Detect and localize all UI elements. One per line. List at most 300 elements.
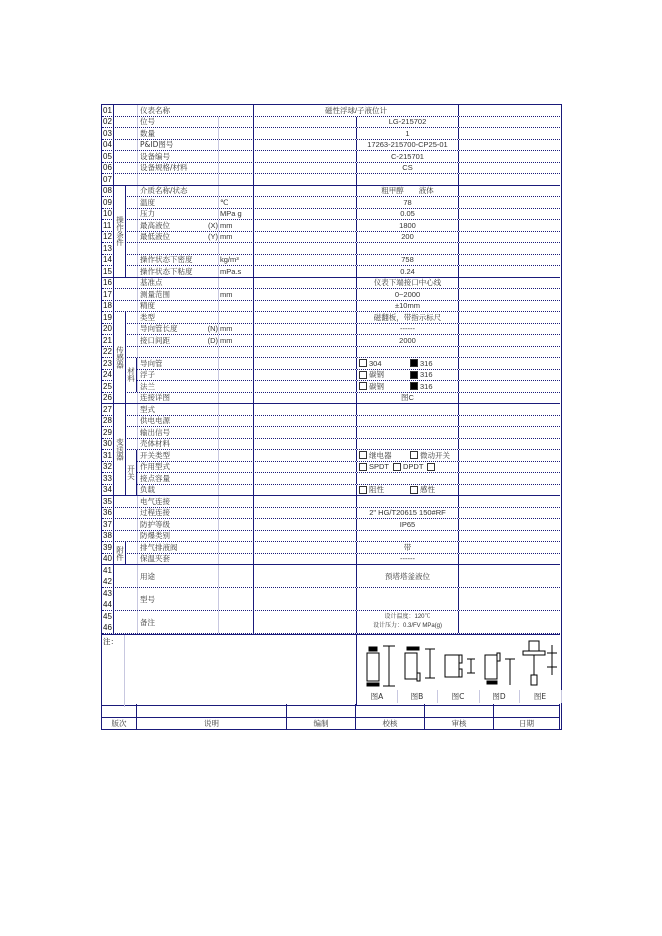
field-value[interactable] (356, 588, 459, 610)
field-label: 法兰 (137, 381, 218, 392)
field-value[interactable]: 2000 (356, 335, 459, 346)
checkbox-label: 继电器 (369, 450, 392, 460)
revision-header-cell: 说明 (137, 717, 287, 730)
field-unit (218, 186, 253, 197)
checkbox[interactable] (359, 382, 367, 390)
section-label-material: 材料 (126, 358, 137, 392)
field-unit: MPa g (218, 209, 253, 220)
field-label: 接点容量 (137, 473, 218, 484)
field-label: 排气排液阀 (137, 542, 218, 553)
field-symbol: (Y) (208, 232, 218, 242)
row-number: 41 42 (102, 565, 114, 587)
section-label-switch: 开关 (126, 450, 137, 495)
row-number: 40 (102, 554, 114, 565)
datasheet-row (102, 255, 560, 267)
figure-label: 图B (397, 690, 438, 703)
datasheet-row (102, 393, 560, 405)
row-number: 22 (102, 347, 114, 358)
field-blank (253, 128, 356, 139)
row-number: 34 (102, 485, 114, 496)
revision-header-cell: 审核 (425, 717, 494, 730)
field-label: 过程连接 (137, 508, 218, 519)
checkbox[interactable] (393, 463, 401, 471)
field-unit: mPa.s (218, 266, 253, 277)
figure-label: 图A (357, 690, 398, 703)
field-unit: ℃ (218, 197, 253, 208)
datasheet-row (102, 232, 560, 244)
row-number: 45 46 (102, 611, 114, 633)
field-blank (253, 289, 356, 300)
datasheet-row (102, 404, 560, 416)
field-blank (253, 347, 356, 358)
field-label: 备注 (137, 611, 218, 633)
datasheet-row (102, 243, 560, 255)
field-blank (253, 404, 356, 415)
field-blank (253, 393, 356, 404)
checkbox[interactable] (359, 486, 367, 494)
field-value[interactable]: 预塔塔釜液位 (356, 565, 459, 587)
row-number: 03 (102, 128, 114, 139)
field-blank (253, 197, 356, 208)
datasheet-row (102, 462, 560, 474)
field-blank (253, 301, 356, 312)
figure-label: 图E (519, 690, 562, 703)
revision-header-cell: 编制 (287, 717, 356, 730)
notes-label: 注： (102, 635, 125, 707)
field-unit (218, 485, 253, 496)
field-value[interactable]: 图C (356, 393, 459, 404)
field-unit (218, 565, 253, 587)
datasheet-row (102, 324, 560, 336)
datasheet-row (102, 508, 560, 520)
field-value[interactable]: ------ (356, 324, 459, 335)
field-blank (253, 209, 356, 220)
field-label: 最低液位 (137, 232, 218, 243)
field-label: 仪表名称 (137, 105, 218, 116)
row-number: 14 (102, 255, 114, 266)
field-label: 精度 (137, 301, 218, 312)
field-blank (253, 151, 356, 162)
datasheet-row (102, 347, 560, 359)
checkbox-label: 感性 (420, 485, 435, 495)
row-number: 35 (102, 496, 114, 507)
field-label: 用途 (137, 565, 218, 587)
field-unit: mm (218, 289, 253, 300)
datasheet-row (102, 554, 560, 566)
checkbox-label: 碳钢 (369, 381, 384, 391)
field-blank (253, 508, 356, 519)
row-number: 02 (102, 117, 114, 128)
revision-row-blank (102, 704, 560, 718)
field-value[interactable]: 1800 (356, 220, 459, 231)
field-unit (218, 163, 253, 174)
field-label: 保温夹套 (137, 554, 218, 565)
datasheet-row (102, 117, 560, 129)
field-label: 数量 (137, 128, 218, 139)
field-value[interactable]: 仪表下端接口中心线 (356, 278, 459, 289)
field-value[interactable] (356, 416, 459, 427)
datasheet-row (102, 151, 560, 163)
field-label: 导向管 (137, 358, 218, 369)
row-number: 10 (102, 209, 114, 220)
field-unit (218, 496, 253, 507)
field-unit (218, 358, 253, 369)
checkbox[interactable] (427, 463, 435, 471)
row-number: 20 (102, 324, 114, 335)
row-number: 37 (102, 519, 114, 530)
datasheet-row (102, 370, 560, 382)
checkbox-label: 微动开关 (420, 450, 450, 460)
field-label: 温度 (137, 197, 218, 208)
field-label (137, 174, 218, 185)
field-value[interactable]: IP65 (356, 519, 459, 530)
datasheet-row (102, 496, 560, 508)
field-blank (253, 163, 356, 174)
field-blank (253, 542, 356, 553)
field-blank (253, 266, 356, 277)
field-value[interactable]: 磁性浮球/子液位计 (253, 105, 459, 116)
field-unit (218, 473, 253, 484)
field-blank (253, 611, 356, 633)
checkbox-label: DPDT (403, 462, 424, 472)
field-unit (218, 347, 253, 358)
datasheet-row (102, 358, 560, 370)
field-unit: mm (218, 324, 253, 335)
field-blank (253, 496, 356, 507)
field-label: 设备规格/材料 (137, 163, 218, 174)
field-blank (253, 312, 356, 323)
field-unit (218, 462, 253, 473)
field-unit (218, 140, 253, 151)
checkbox[interactable] (410, 359, 418, 367)
field-unit: mm (218, 335, 253, 346)
field-unit (218, 416, 253, 427)
field-blank (253, 462, 356, 473)
field-unit (218, 508, 253, 519)
checkbox-label: 316 (420, 358, 433, 368)
field-unit (218, 404, 253, 415)
revision-cell[interactable] (102, 704, 137, 717)
datasheet-row (102, 312, 560, 324)
connection-diagrams (356, 635, 561, 705)
row-number: 21 (102, 335, 114, 346)
figure-label: 图D (479, 690, 520, 703)
field-value[interactable] (356, 404, 459, 415)
field-value[interactable]: 78 (356, 197, 459, 208)
field-blank (253, 554, 356, 565)
field-label: 供电电源 (137, 416, 218, 427)
field-blank (253, 370, 356, 381)
field-unit (218, 611, 253, 633)
field-unit (218, 554, 253, 565)
field-blank (253, 140, 356, 151)
field-label: 类型 (137, 312, 218, 323)
field-unit (218, 243, 253, 254)
datasheet-row (102, 611, 560, 634)
instrument-datasheet-table (101, 104, 562, 730)
field-unit (218, 393, 253, 404)
row-number: 27 (102, 404, 114, 415)
field-label: 操作状态下粘度 (137, 266, 218, 277)
datasheet-row (102, 278, 560, 290)
field-unit: mm (218, 220, 253, 231)
field-value[interactable]: 粗甲醇 液体 (356, 186, 459, 197)
field-value[interactable] (356, 174, 459, 185)
field-label: 作用型式 (137, 462, 218, 473)
row-number: 23 (102, 358, 114, 369)
section-label-transmitter: 变送器 (115, 404, 126, 495)
datasheet-row (102, 105, 560, 117)
connection-diagram-icon (357, 635, 561, 690)
field-blank (253, 473, 356, 484)
field-value[interactable]: 17263-215700-CP25-01 (356, 140, 459, 151)
field-value[interactable] (356, 496, 459, 507)
revision-header-cell: 版次 (102, 717, 137, 730)
field-unit (218, 588, 253, 610)
datasheet-row (102, 266, 560, 278)
row-number: 43 44 (102, 588, 114, 610)
field-unit (218, 381, 253, 392)
revision-header-row (102, 717, 560, 730)
revision-header-cell: 日期 (494, 717, 560, 730)
row-number: 08 (102, 186, 114, 197)
datasheet-row (102, 186, 560, 198)
datasheet-row (102, 519, 560, 531)
datasheet-row (102, 128, 560, 140)
field-blank (253, 278, 356, 289)
field-label (137, 347, 218, 358)
field-value[interactable]: C-215701 (356, 151, 459, 162)
checkbox[interactable] (359, 371, 367, 379)
field-blank (253, 232, 356, 243)
field-label: 设备编号 (137, 151, 218, 162)
row-number: 33 (102, 473, 114, 484)
datasheet-row (102, 485, 560, 497)
datasheet-row (102, 197, 560, 209)
field-label: 电气连接 (137, 496, 218, 507)
field-unit (218, 439, 253, 450)
field-value[interactable]: 2" HG/T20615 150#RF (356, 508, 459, 519)
datasheet-row (102, 416, 560, 428)
revision-cell[interactable] (425, 704, 494, 717)
checkbox-label: 碳钢 (369, 370, 384, 380)
row-number: 32 (102, 462, 114, 473)
field-label: 负载 (137, 485, 218, 496)
field-value[interactable]: 0~2000 (356, 289, 459, 300)
field-label: 压力 (137, 209, 218, 220)
field-value[interactable] (356, 347, 459, 358)
field-symbol: (X) (208, 220, 218, 230)
field-blank (253, 220, 356, 231)
row-number: 24 (102, 370, 114, 381)
checkbox[interactable] (410, 371, 418, 379)
datasheet-row (102, 335, 560, 347)
revision-cell[interactable] (494, 704, 560, 717)
field-blank (253, 519, 356, 530)
field-value[interactable]: 200 (356, 232, 459, 243)
field-symbol: (D) (207, 335, 218, 345)
field-value[interactable]: LG-215702 (356, 117, 459, 128)
row-number: 05 (102, 151, 114, 162)
revision-cell[interactable] (356, 704, 425, 717)
datasheet-row (102, 163, 560, 175)
section-label-operating: 操作条件 (115, 186, 126, 277)
datasheet-row (102, 209, 560, 221)
field-checkbox-group (356, 370, 459, 381)
row-number: 25 (102, 381, 114, 392)
field-checkbox-group (356, 450, 459, 461)
datasheet-row (102, 565, 560, 588)
field-label: 型号 (137, 588, 218, 610)
row-number: 29 (102, 427, 114, 438)
row-number: 19 (102, 312, 114, 323)
field-blank (253, 588, 356, 610)
field-unit (218, 301, 253, 312)
field-label: 介质名称/状态 (137, 186, 218, 197)
field-label: 开关类型 (137, 450, 218, 461)
row-number: 11 (102, 220, 114, 231)
field-blank (253, 335, 356, 346)
datasheet-row (102, 450, 560, 462)
field-value[interactable]: 磁翻板，带指示标尺 (356, 312, 459, 323)
checkbox[interactable] (410, 382, 418, 390)
datasheet-row (102, 531, 560, 543)
row-number: 36 (102, 508, 114, 519)
checkbox-label: 304 (369, 358, 382, 368)
field-value[interactable]: 0.24 (356, 266, 459, 277)
field-blank (253, 255, 356, 266)
datasheet-row (102, 427, 560, 439)
field-label: 型式 (137, 404, 218, 415)
row-number: 13 (102, 243, 114, 254)
field-label: 浮子 (137, 370, 218, 381)
field-unit: kg/m³ (218, 255, 253, 266)
field-value[interactable]: 1 (356, 128, 459, 139)
field-value[interactable]: CS (356, 163, 459, 174)
field-value[interactable]: ------ (356, 554, 459, 565)
field-blank (253, 450, 356, 461)
field-label: 最高液位 (137, 220, 218, 231)
field-label: 基准点 (137, 278, 218, 289)
row-number: 26 (102, 393, 114, 404)
field-unit (218, 519, 253, 530)
field-value[interactable]: 0.05 (356, 209, 459, 220)
revision-cell[interactable] (287, 704, 356, 717)
field-blank (253, 439, 356, 450)
row-number: 16 (102, 278, 114, 289)
checkbox[interactable] (359, 463, 367, 471)
checkbox-label: 316 (420, 381, 433, 391)
field-symbol: (N) (207, 324, 218, 334)
field-blank (253, 381, 356, 392)
row-number: 18 (102, 301, 114, 312)
field-label: P&ID图号 (137, 140, 218, 151)
row-number: 17 (102, 289, 114, 300)
field-blank (253, 174, 356, 185)
section-label-sensor: 传感器 (115, 312, 126, 403)
row-number: 12 (102, 232, 114, 243)
field-label: 接口间距 (137, 335, 218, 346)
field-value[interactable] (356, 531, 459, 542)
field-unit (218, 151, 253, 162)
field-value[interactable]: 带 (356, 542, 459, 553)
datasheet-row (102, 588, 560, 611)
field-blank (253, 427, 356, 438)
row-number: 38 (102, 531, 114, 542)
field-label: 壳体材料 (137, 439, 218, 450)
field-unit: mm (218, 232, 253, 243)
row-number: 06 (102, 163, 114, 174)
row-number: 01 (102, 105, 114, 116)
field-unit (218, 312, 253, 323)
datasheet-row (102, 220, 560, 232)
datasheet-row (102, 473, 560, 485)
checkbox[interactable] (359, 451, 367, 459)
revision-cell[interactable] (137, 704, 287, 717)
field-blank (253, 416, 356, 427)
field-blank (253, 485, 356, 496)
field-blank (253, 565, 356, 587)
field-blank (253, 243, 356, 254)
field-label (137, 243, 218, 254)
field-unit (218, 542, 253, 553)
section-label-accessory: 附件 (115, 542, 126, 564)
field-value[interactable]: ±10mm (356, 301, 459, 312)
field-label: 防爆类别 (137, 531, 218, 542)
row-number: 15 (102, 266, 114, 277)
checkbox-label: 阻性 (369, 485, 384, 495)
notes-section (102, 634, 560, 706)
datasheet-row (102, 439, 560, 451)
field-blank (253, 324, 356, 335)
field-unit (218, 531, 253, 542)
checkbox[interactable] (410, 486, 418, 494)
field-value[interactable] (356, 439, 459, 450)
field-label: 位号 (137, 117, 218, 128)
row-number: 07 (102, 174, 114, 185)
field-value[interactable]: 设计温度：120℃ 设计压力：0.3/FV MPa(g) (356, 611, 459, 633)
field-unit (218, 174, 253, 185)
row-number: 04 (102, 140, 114, 151)
field-unit (218, 427, 253, 438)
row-number: 30 (102, 439, 114, 450)
checkbox[interactable] (410, 451, 418, 459)
field-label: 防护等级 (137, 519, 218, 530)
field-value[interactable]: 758 (356, 255, 459, 266)
checkbox-label: 316 (420, 370, 433, 380)
field-checkbox-group (356, 381, 459, 392)
field-value[interactable] (356, 427, 459, 438)
field-label: 输出信号 (137, 427, 218, 438)
datasheet-row (102, 381, 560, 393)
row-number: 31 (102, 450, 114, 461)
datasheet-row (102, 542, 560, 554)
field-blank (253, 358, 356, 369)
field-unit (218, 278, 253, 289)
revision-header-cell: 校核 (356, 717, 425, 730)
field-checkbox-group (356, 485, 459, 496)
checkbox[interactable] (359, 359, 367, 367)
datasheet-row (102, 174, 560, 186)
datasheet-row (102, 301, 560, 313)
field-blank (253, 117, 356, 128)
field-unit (218, 128, 253, 139)
datasheet-row (102, 140, 560, 152)
field-unit (218, 117, 253, 128)
field-value[interactable] (356, 243, 459, 254)
field-value[interactable] (356, 473, 459, 484)
row-number: 39 (102, 542, 114, 553)
